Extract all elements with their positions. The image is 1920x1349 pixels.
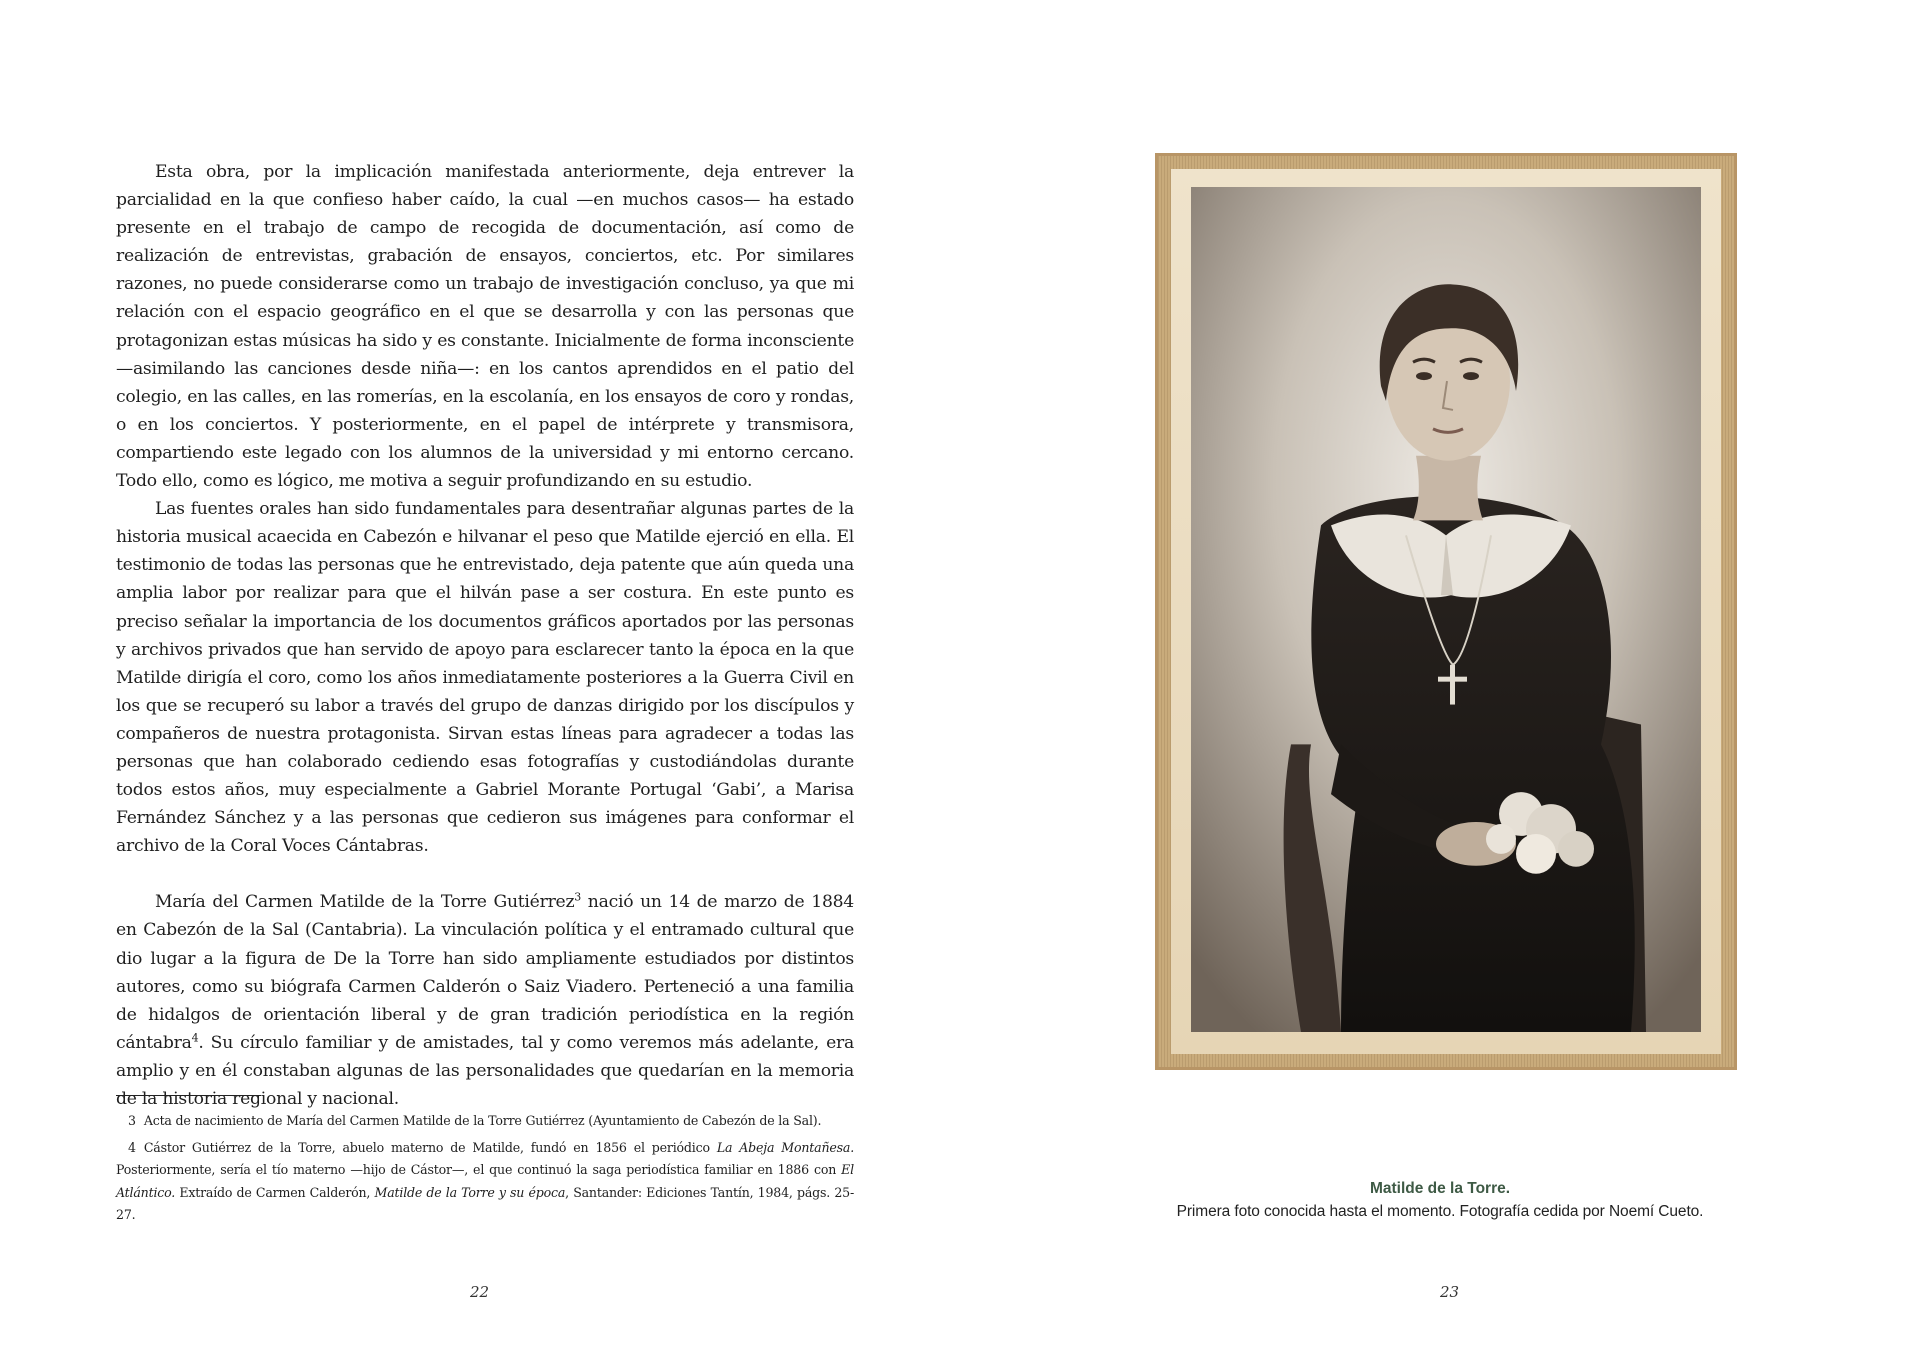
paragraph xyxy=(116,888,854,1113)
footnote-title: La Abeja Montañesa. xyxy=(716,1139,854,1155)
paragraph: Esta obra, por la implicación manifestada anteriormente, deja entrever la parcialidad en la que confieso haber caído, la cual —en muchos casos— ha estado presente en el trabajo de campo de recogida de documentación, así como de realización de entrevistas, grabación de ensayos, conciertos, etc. Por similares razones, no puede considerarse como un trabajo de investigación concluso, ya que mi relación con el espacio geográfico en el que se desarrolla y con las personas que protagonizan estas músicas ha sido y es constante. Inicialmente de forma inconsciente —asimilando las canciones desde niña—: en los cantos aprendidos en el patio del colegio, en las calles, en las romerías, en la escolanía, en los ensayos de coro y rondas, o en los conciertos. Y posteriormente, en el papel de intérprete y transmisora, compartiendo este legado con los alumnos de la universidad y mi entorno cercano. Todo ello, como es lógico, me motiva a seguir profundizando en su estudio. xyxy=(116,162,854,492)
paragraph-text: nació un 14 de marzo de 1884 en Cabezón de la Sal (Cantabria). La vinculación política y el entramado cultural que dio lugar a la figura de De la Torre han sido ampliamente estudiados por distintos autores, como su biógrafa Carmen Calderón o Saiz Viadero. Perteneció a una familia de hidalgos de orientación liberal y de gran tradición periodística en la región cántabra xyxy=(116,892,854,1053)
body-text xyxy=(116,158,854,1113)
footnote-text: Cástor Gutiérrez de la Torre, abuelo materno de Matilde, fundó en 1856 el periódico xyxy=(143,1139,717,1155)
footnote-title: El Atlántico. xyxy=(116,1162,854,1200)
footnote-text: Posteriormente, sería el tío materno —hijo de Cástor—, el que continuó la saga periodística familiar en 1886 con xyxy=(116,1162,842,1177)
footnote-text: Acta de nacimiento de María del Carmen Matilde de la Torre Gutiérrez (Ayuntamiento de Cabezón de la Sal). xyxy=(143,1113,822,1128)
portrait-illustration xyxy=(1191,187,1701,1032)
footnotes xyxy=(116,1110,854,1231)
paragraph-text: María del Carmen Matilde de la Torre Gutiérrez xyxy=(155,892,575,913)
footnote-title: Matilde de la Torre y su época xyxy=(374,1184,566,1200)
right-page xyxy=(960,0,1920,1349)
footnote-reference[interactable]: 4 xyxy=(191,1031,199,1045)
footnote-text: , Santander: Ediciones Tantín, 1984, págs. 25-27. xyxy=(116,1184,854,1222)
photo-mat xyxy=(1171,169,1721,1054)
photo-caption-title: Matilde de la Torre. xyxy=(1369,1180,1511,1197)
footnote-number: 4 xyxy=(128,1139,136,1155)
paragraph-text: . Su círculo familiar y de amistades, tal y como veremos más adelante, era amplio y en él constaban algunas de las personalidades que quedarían en la memoria de la historia regional y nacional. xyxy=(116,1032,854,1109)
footnote xyxy=(116,1110,854,1133)
portrait-photo xyxy=(1191,187,1701,1032)
photo-caption: Primera foto conocida hasta el momento. Fotografía cedida por Noemí Cueto. xyxy=(1176,1203,1704,1220)
footnote-text: Extraído de Carmen Calderón, xyxy=(175,1184,375,1200)
footnote-reference[interactable]: 3 xyxy=(574,890,582,904)
paragraph: Las fuentes orales han sido fundamentales para desentrañar algunas partes de la historia musical acaecida en Cabezón e hilvanar el peso que Matilde ejerció en ella. El testimonio de todas las personas que he entrevistado, deja patente que aún queda una amplia labor por realizar para que el hilván pase a ser costura. En este punto es preciso señalar la importancia de los documentos gráficos aportados por las personas y archivos privados que han servido de apoyo para esclarecer tanto la época en la que Matilde dirigía el coro, como los años inmediatamente posteriores a la Guerra Civil en los que se recuperó su labor a través del grupo de danzas dirigido por los discípulos y compañeros de nuestra protagonista. Sirvan estas líneas para agradecer a todas las personas que han colaborado cediendo esas fotografías y custodiándolas durante todos estos años, muy especialmente a Gabriel Morante Portugal ‘Gabi’, a Marisa Fernández Sánchez y a las personas que cedieron sus imágenes para conformar el archivo de la Coral Voces Cántabras. xyxy=(116,499,854,857)
footnote-divider xyxy=(116,1095,261,1096)
page-number: 22 xyxy=(470,1283,490,1301)
page-number: 23 xyxy=(1440,1283,1460,1301)
footnote xyxy=(116,1137,854,1227)
photo-frame xyxy=(1155,153,1737,1070)
footnote-number: 3 xyxy=(128,1113,136,1128)
